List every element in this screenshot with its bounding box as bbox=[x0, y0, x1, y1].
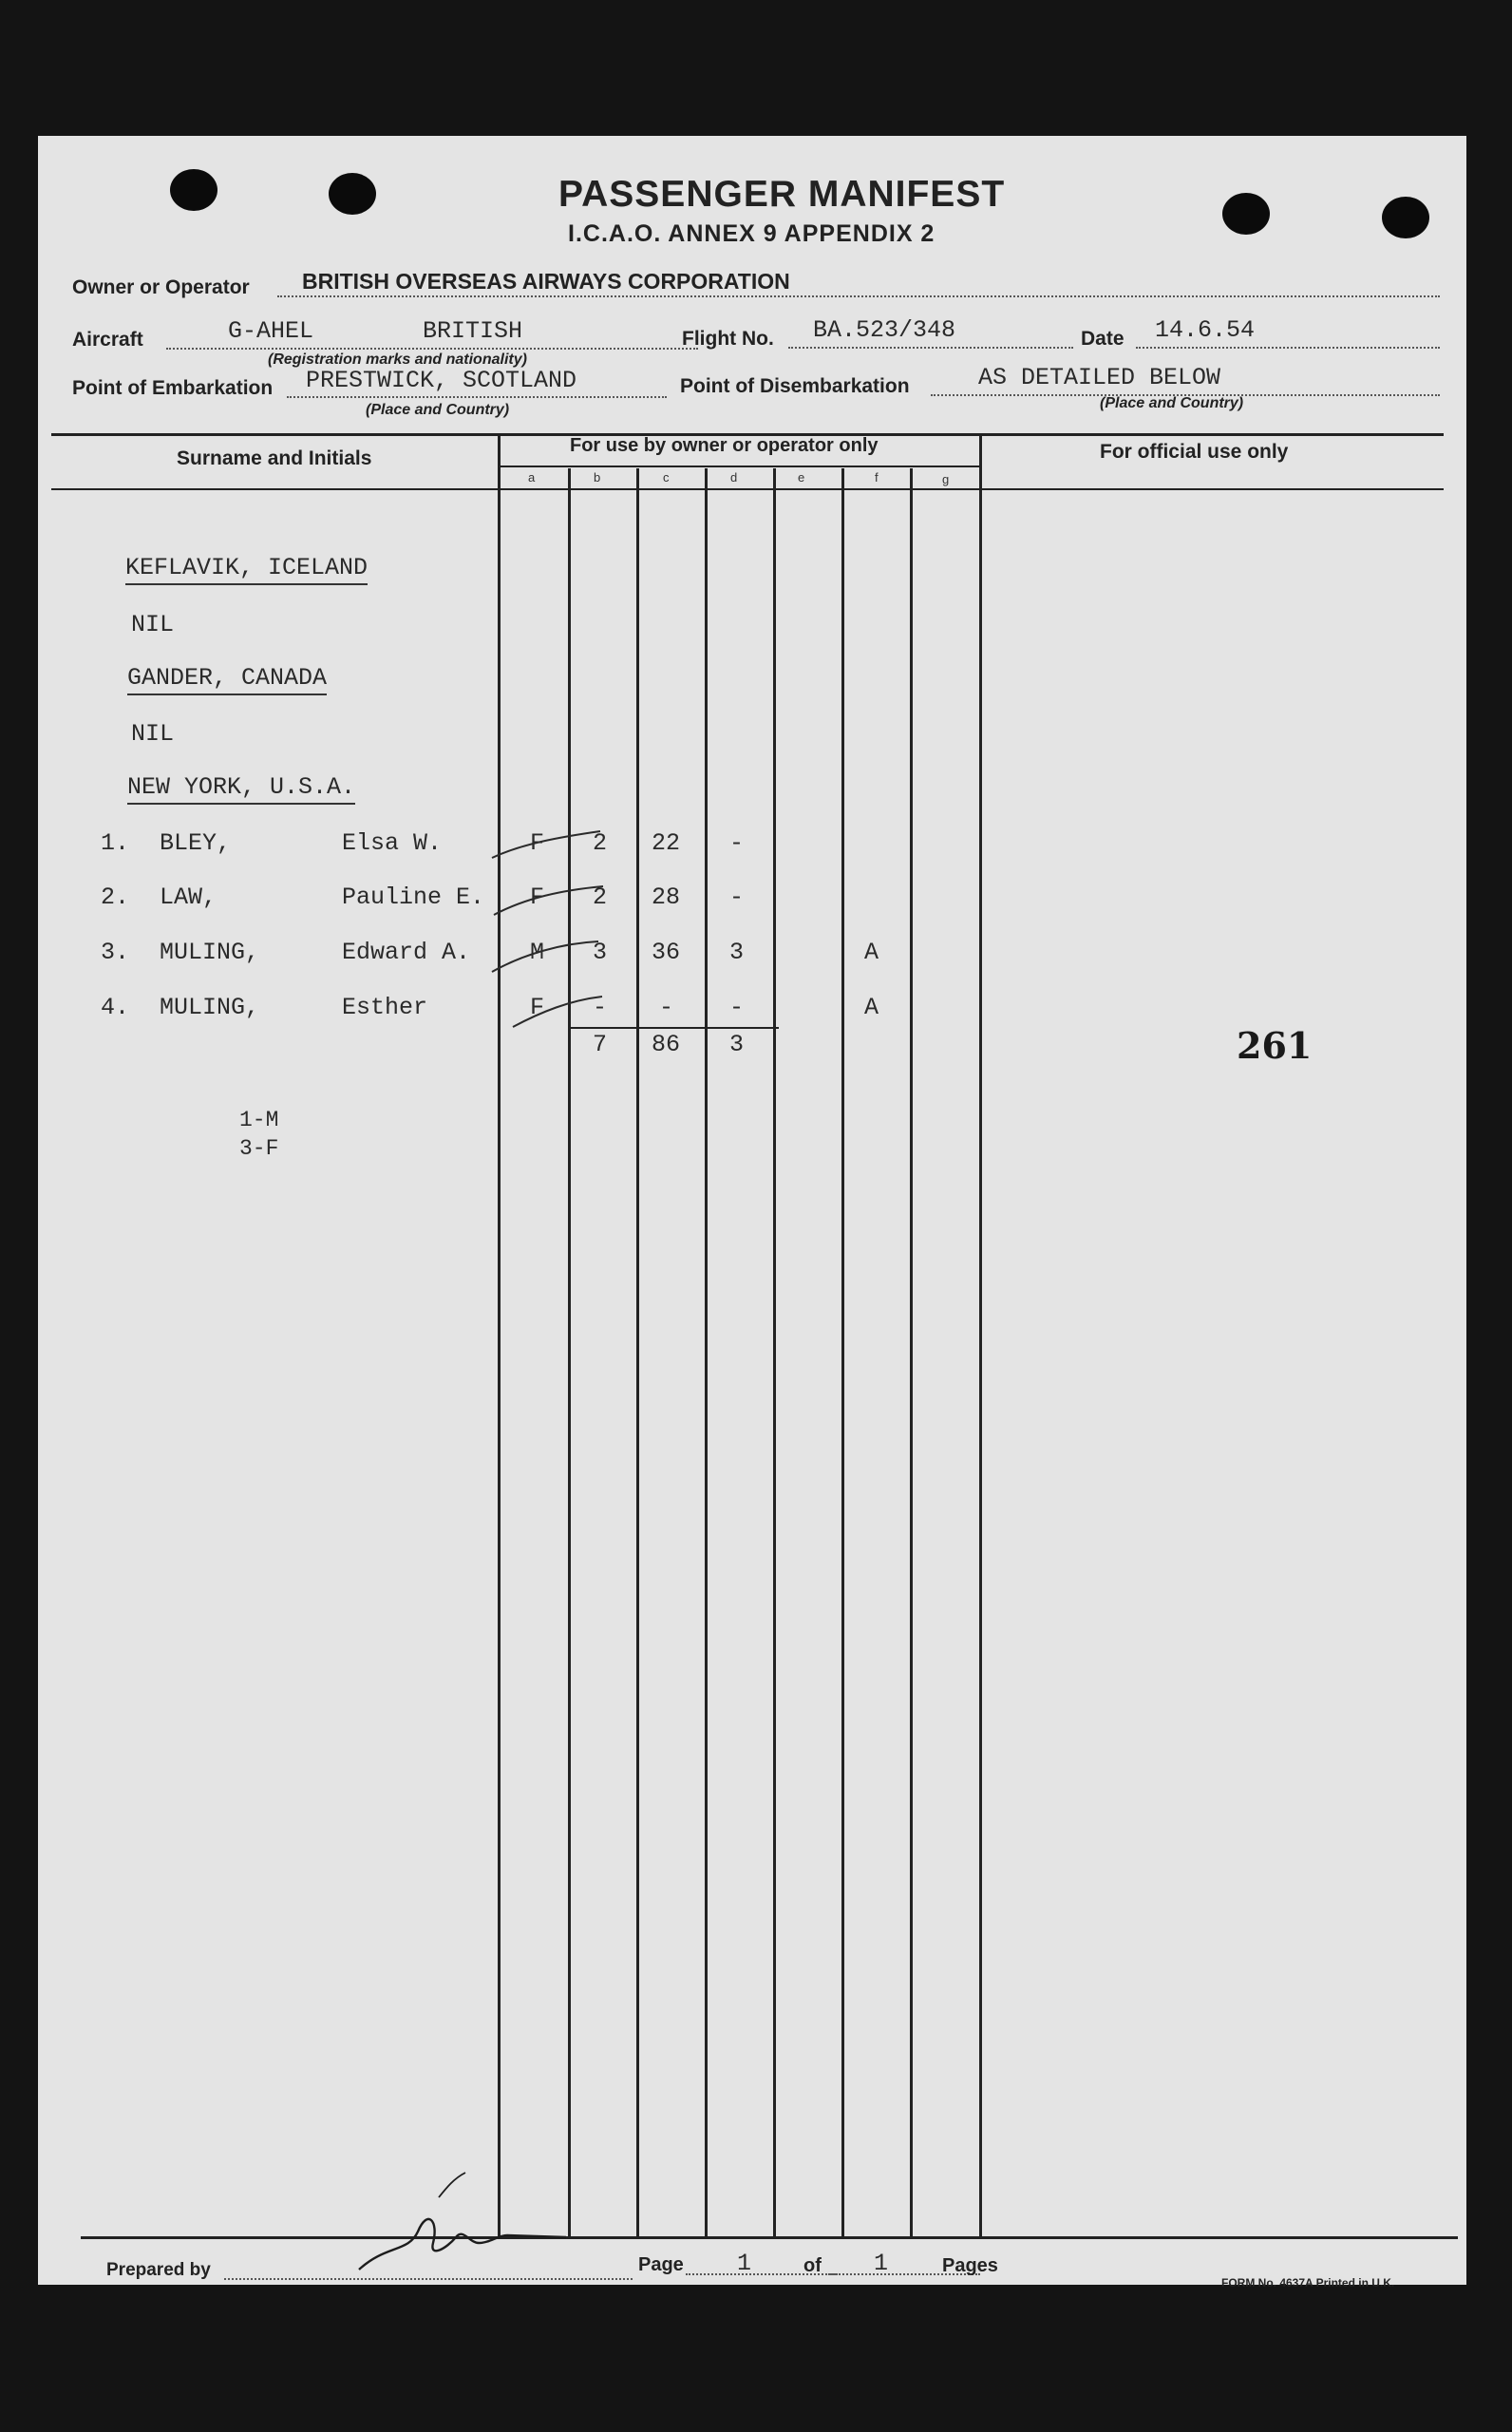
prepared-by-label: Prepared by bbox=[106, 2260, 211, 2280]
official-number-stamp: 261 bbox=[1237, 1024, 1313, 1067]
cell-c: 28 bbox=[652, 884, 681, 911]
cell-f: A bbox=[864, 939, 879, 966]
passenger-surname: LAW, bbox=[160, 884, 217, 911]
disembarkation-value: AS DETAILED BELOW bbox=[978, 364, 1221, 391]
passenger-surname: MULING, bbox=[160, 939, 260, 966]
col-letter-a: a bbox=[528, 470, 536, 484]
cell-b: 2 bbox=[593, 829, 608, 857]
col-letter-b: b bbox=[594, 470, 601, 484]
page-total: 1 bbox=[874, 2250, 889, 2277]
totals-rule bbox=[570, 1027, 779, 1029]
page-label: Page bbox=[638, 2254, 684, 2275]
cell-c: 22 bbox=[652, 829, 681, 857]
cell-d: - bbox=[729, 994, 745, 1021]
aircraft-caption: (Registration marks and nationality) bbox=[268, 352, 527, 368]
table-header-rule bbox=[51, 488, 1444, 490]
aircraft-label: Aircraft bbox=[72, 329, 143, 351]
embarkation-caption: (Place and Country) bbox=[366, 402, 510, 418]
column-divider bbox=[705, 468, 708, 2237]
col-letter-c: c bbox=[663, 470, 670, 484]
embarkation-value: PRESTWICK, SCOTLAND bbox=[306, 367, 577, 394]
col-letter-f: f bbox=[875, 470, 879, 484]
passenger-given-name: Esther bbox=[342, 994, 428, 1021]
cell-d: - bbox=[729, 884, 745, 911]
punch-hole bbox=[1222, 193, 1270, 235]
col-letter-g: g bbox=[942, 472, 950, 486]
cell-b: 3 bbox=[593, 939, 608, 966]
owner-value: BRITISH OVERSEAS AIRWAYS CORPORATION bbox=[302, 269, 790, 294]
destination-gander: GANDER, CANADA bbox=[127, 664, 327, 695]
col-header-official: For official use only bbox=[1100, 441, 1289, 463]
date-value: 14.6.54 bbox=[1155, 316, 1256, 344]
passenger-given-name: Elsa W. bbox=[342, 829, 443, 857]
flight-label: Flight No. bbox=[682, 328, 774, 350]
signature bbox=[348, 2150, 633, 2283]
total-c: 86 bbox=[652, 1031, 681, 1058]
total-b: 7 bbox=[593, 1031, 608, 1058]
aircraft-nationality: BRITISH bbox=[423, 317, 523, 345]
pages-label: Pages bbox=[942, 2255, 998, 2276]
col-letter-e: e bbox=[798, 470, 805, 484]
of-label: of bbox=[803, 2255, 822, 2276]
gender-count-female: 3-F bbox=[239, 1136, 279, 1161]
destination-new-york: NEW YORK, U.S.A. bbox=[127, 773, 355, 805]
form-number: FORM No. 4637A Printed in U.K. bbox=[1221, 2276, 1395, 2290]
cell-a: F bbox=[530, 829, 545, 857]
punch-hole bbox=[170, 169, 217, 211]
cell-c: 36 bbox=[652, 939, 681, 966]
disembarkation-caption: (Place and Country) bbox=[1100, 395, 1244, 411]
passenger-surname: BLEY, bbox=[160, 829, 232, 857]
disembarkation-label: Point of Disembarkation bbox=[680, 375, 910, 397]
cell-f: A bbox=[864, 994, 879, 1021]
manifest-sheet: PASSENGER MANIFEST I.C.A.O. ANNEX 9 APPENDIX 2 Owner or Operator BRITISH OVERSEAS AIRWAYS CORPORATION Aircraft G-AHEL BRITISH (Registration marks and nationality) Flight No. BA.523/348 Date 14.6.54 Point of Embarkation PRESTWICK, SCOTLAND (Place and Country) Point of Disembarkation AS DETAILED BELOW (Place and Country) Surname and Initials For use by owner or operator only For official use only a b c d e f g KEFLAVIK, ICELAND NIL GANDER, CANADA NIL NEW YORK, U.S.A. 1. BLEY, Elsa W. F 2 22 - 2. LAW, Pauline E. F 2 28 - 3. MULING, Edward A. M 3 36 3 A 4. MULING, Esther F - - - A 7 86 3 261 1-M 3-F Prepared by Page 1 of 1 Pages FORM No. 4637A Printed in U.K. bbox=[38, 136, 1466, 2285]
flight-value: BA.523/348 bbox=[813, 316, 956, 344]
column-divider bbox=[636, 468, 639, 2237]
date-label: Date bbox=[1081, 328, 1125, 350]
passenger-given-name: Pauline E. bbox=[342, 884, 485, 911]
embarkation-label: Point of Embarkation bbox=[72, 377, 274, 399]
passenger-given-name: Edward A. bbox=[342, 939, 471, 966]
passenger-surname: MULING, bbox=[160, 994, 260, 1021]
gender-count-male: 1-M bbox=[239, 1108, 279, 1132]
cell-d: 3 bbox=[729, 939, 745, 966]
column-divider bbox=[841, 468, 844, 2237]
column-divider bbox=[773, 468, 776, 2237]
column-divider bbox=[498, 436, 501, 2237]
column-divider bbox=[568, 468, 571, 2237]
col-header-owner: For use by owner or operator only bbox=[570, 435, 879, 456]
cell-a: F bbox=[530, 994, 545, 1021]
cell-d: - bbox=[729, 829, 745, 857]
column-divider bbox=[979, 436, 982, 2237]
punch-hole bbox=[1382, 197, 1429, 238]
col-header-surname: Surname and Initials bbox=[177, 447, 372, 469]
cell-b: - bbox=[593, 994, 608, 1021]
total-d: 3 bbox=[729, 1031, 745, 1058]
destination-keflavik-count: NIL bbox=[131, 611, 175, 638]
handwritten-ticks bbox=[484, 810, 674, 1038]
cell-a: F bbox=[530, 884, 545, 911]
page-number: 1 bbox=[737, 2250, 752, 2277]
destination-keflavik: KEFLAVIK, ICELAND bbox=[125, 554, 368, 585]
col-letter-d: d bbox=[730, 470, 738, 484]
aircraft-registration: G-AHEL bbox=[228, 317, 314, 345]
footer-rule bbox=[81, 2236, 1458, 2239]
destination-gander-count: NIL bbox=[131, 720, 175, 748]
punch-hole bbox=[329, 173, 376, 215]
form-subtitle: I.C.A.O. ANNEX 9 APPENDIX 2 bbox=[568, 220, 936, 247]
cell-c: - bbox=[659, 994, 674, 1021]
cell-b: 2 bbox=[593, 884, 608, 911]
column-divider bbox=[910, 468, 913, 2237]
cell-a: M bbox=[530, 939, 545, 966]
owner-label: Owner or Operator bbox=[72, 276, 250, 298]
form-title: PASSENGER MANIFEST bbox=[558, 174, 1006, 215]
